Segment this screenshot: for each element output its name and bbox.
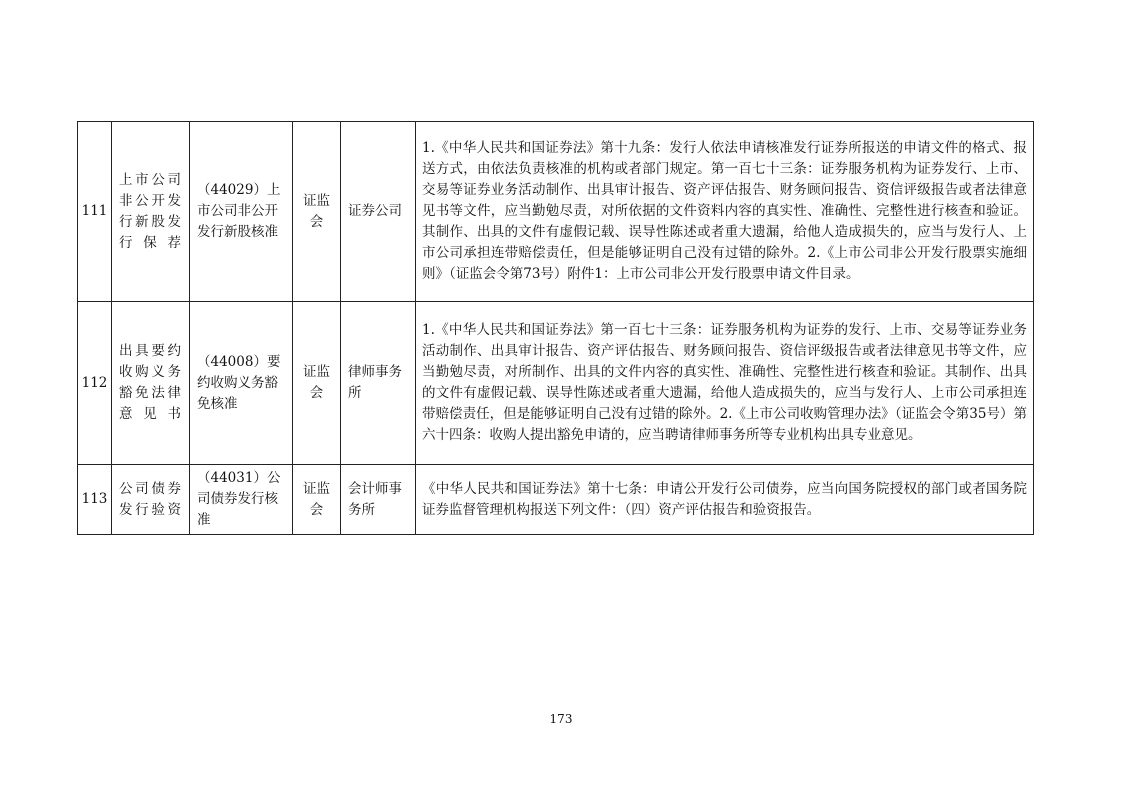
service-item-name: 上市公司非公开发行新股发行保荐 (112, 122, 190, 302)
row-number: 112 (78, 302, 112, 465)
department: 证监会 (293, 122, 341, 302)
row-number: 113 (78, 465, 112, 535)
approval-item: （44008）要约收购义务豁免核准 (190, 302, 293, 465)
legal-basis: 1.《中华人民共和国证券法》第一百七十三条：证券服务机构为证券的发行、上市、交易等证券业务活动制作、出具审计报告、资产评估报告、财务顾问报告、资信评级报告或者法律意见书等文件，应当勤勉尽责，对所制作、出具的文件内容的真实性、准确性、完整性进行核查和验证。其制作、出具的文件有虚假记载、误导性陈述或者重大遗漏，给他人造成损失的，应当与发行人、上市公司承担连带赔偿责任，但是能够证明自己没有过错的除外。2.《上市公司收购管理办法》（证监会令第35号）第六十四条：收购人提出豁免申请的，应当聘请律师事务所等专业机构出具专业意见。 (416, 302, 1034, 465)
table-row (78, 465, 1034, 535)
service-item-name: 出具要约收购义务豁免法律意见书 (112, 302, 190, 465)
approval-item: （44031）公司债券发行核准 (190, 465, 293, 535)
service-agency: 证券公司 (341, 122, 416, 302)
service-agency: 律师事务所 (341, 302, 416, 465)
approval-item: （44029）上市公司非公开发行新股核准 (190, 122, 293, 302)
table-row (78, 122, 1034, 302)
service-agency: 会计师事务所 (341, 465, 416, 535)
table-row (78, 302, 1034, 465)
row-number: 111 (78, 122, 112, 302)
page-number: 173 (549, 712, 573, 726)
legal-basis: 1.《中华人民共和国证券法》第十九条：发行人依法申请核准发行证券所报送的申请文件的格式、报送方式，由依法负责核准的机构或者部门规定。第一百七十三条：证券服务机构为证券发行、上市、交易等证券业务活动制作、出具审计报告、资产评估报告、财务顾问报告、资信评级报告或者法律意见书等文件，应当勤勉尽责，对所依据的文件资料内容的真实性、准确性、完整性进行核查和验证。其制作、出具的文件有虚假记载、误导性陈述或者重大遗漏，给他人造成损失的，应当与发行人、上市公司承担连带赔偿责任，但是能够证明自己没有过错的除外。2.《上市公司非公开发行股票实施细则》（证监会令第73号）附件1：上市公司非公开发行股票申请文件目录。 (416, 122, 1034, 302)
regulation-table (77, 121, 1034, 535)
department: 证监会 (293, 302, 341, 465)
legal-basis: 《中华人民共和国证券法》第十七条：申请公开发行公司债券，应当向国务院授权的部门或者国务院证券监督管理机构报送下列文件：（四）资产评估报告和验资报告。 (416, 465, 1034, 535)
department: 证监会 (293, 465, 341, 535)
service-item-name: 公司债券发行验资 (112, 465, 190, 535)
